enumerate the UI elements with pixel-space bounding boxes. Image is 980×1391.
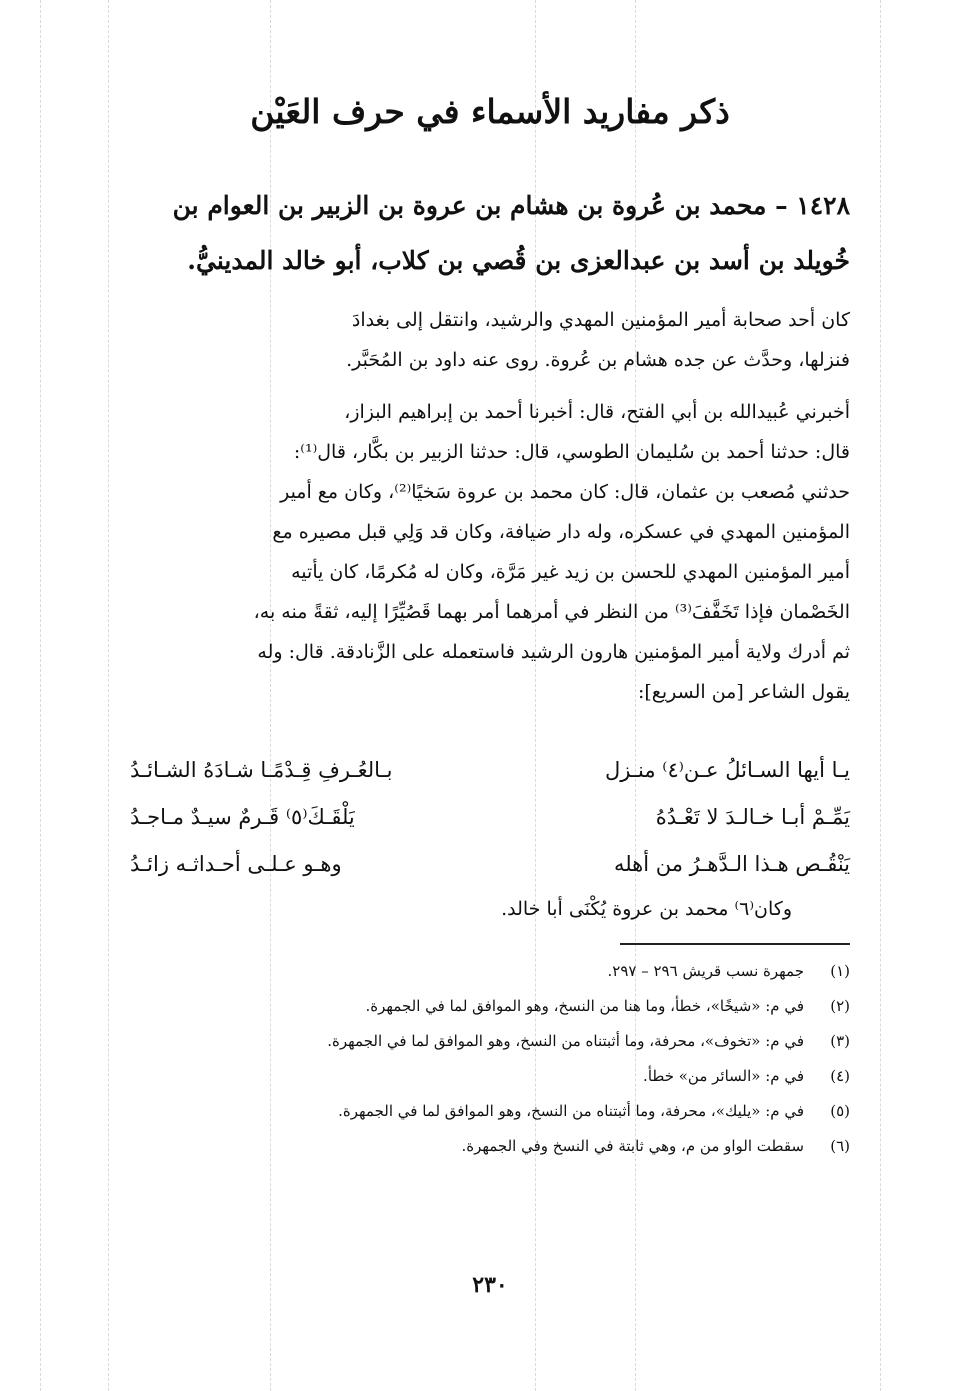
poem-verse xyxy=(130,805,850,849)
footnote xyxy=(130,962,850,997)
entry-heading-line: خُويلد بن أسد بن عبدالعزى بن قُصي بن كلاب، أبو خالد المدينيُّ. xyxy=(187,246,850,275)
page-number: ٢٣٠ xyxy=(472,1272,508,1298)
footnotes xyxy=(130,962,850,1172)
footnote-text: في م: «السائر من» خطأ. xyxy=(643,1067,804,1085)
verse-first-hemistich: يَنْقُـص هـذا الـدَّهـرُ من أهله xyxy=(613,852,850,876)
footnote-number: (٤) xyxy=(830,1067,850,1085)
footnote xyxy=(130,997,850,1032)
text-line: كان أحد صحابة أمير المؤمنين المهدي والرشيد، وانتقل إلى بغدادَ xyxy=(351,309,850,331)
closing-line: وكان⁽٦⁾ محمد بن عروة يُكْنَى أبا خالد. xyxy=(501,898,792,920)
text-line: قال: حدثنا أحمد بن سُليمان الطوسي، قال: حدثنا الزبير بن بكَّار، قال⁽¹⁾: xyxy=(293,441,850,463)
text-line: أمير المؤمنين المهدي للحسن بن زيد غير مَرَّة، وكان له مُكرمًا، كان يأتيه xyxy=(291,561,850,583)
text-line: ثم أدرك ولاية أمير المؤمنين هارون الرشيد فاستعمله على الزَّنادقة. قال: وله xyxy=(257,641,850,663)
scan-guide-line xyxy=(108,0,109,1391)
text-line: المؤمنين المهدي في عسكره، وله دار ضيافة، وكان قد وَلِي قبل مصيره مع xyxy=(272,521,850,543)
text-line: حدثني مُصعب بن عثمان، قال: كان محمد بن عروة سَخيًا⁽²⁾، وكان مع أمير xyxy=(280,481,850,503)
poem-verse xyxy=(130,758,850,802)
verse-first-hemistich: يَمِّـمْ أبـا خـالـدَ لا تَعْـدُهُ xyxy=(655,805,850,829)
footnote-number: (٦) xyxy=(830,1137,850,1155)
entry-heading-line: ١٤٢٨ – محمد بن عُروة بن هشام بن عروة بن الزبير بن العوام بن xyxy=(172,191,850,220)
footnote-divider xyxy=(620,943,850,945)
poem-verse xyxy=(130,852,850,896)
footnote-number: (٢) xyxy=(830,997,850,1015)
footnote-text: في م: «تخوف»، محرفة، وما أثبتناه من النسخ، وهو الموافق لما في الجمهرة. xyxy=(327,1032,804,1050)
footnote-number: (٥) xyxy=(830,1102,850,1120)
footnote-text: في م: «شيخًا»، خطأ، وما هنا من النسخ، وهو الموافق لما في الجمهرة. xyxy=(365,997,804,1015)
verse-first-hemistich: يـا أيها السـائلُ عـن⁽٤⁾ منـزل xyxy=(605,758,850,782)
footnote-text: جمهرة نسب قريش ٢٩٦ – ٢٩٧. xyxy=(607,962,804,980)
text-line: فنزلها، وحدَّث عن جده هشام بن عُروة. روى عنه داود بن المُحَبَّر. xyxy=(346,349,850,371)
footnote xyxy=(130,1137,850,1172)
footnote-number: (٣) xyxy=(830,1032,850,1050)
footnote-text: سقطت الواو من م، وهي ثابتة في النسخ وفي الجمهرة. xyxy=(461,1137,804,1155)
footnote xyxy=(130,1032,850,1067)
text-line: الخَصْمان فإذا تَخَفَّفَ⁽³⁾ من النظر في أمرهما أمر بهما قَصُيِّرًا إليه، ثقةً منه به، xyxy=(253,601,850,623)
entry-heading xyxy=(130,178,850,288)
footnote-text: في م: «يليك»، محرفة، وما أثبتناه من النسخ، وهو الموافق لما في الجمهرة. xyxy=(338,1102,804,1120)
text-line: أخبرني عُبيدالله بن أبي الفتح، قال: أخبرنا أحمد بن إبراهيم البزاز، xyxy=(344,401,850,423)
biography-paragraph xyxy=(130,300,850,380)
verse-second-hemistich: وهـو عـلـى أحـداثـه زائـدُ xyxy=(130,852,342,876)
narration-paragraph xyxy=(130,392,850,712)
verse-second-hemistich: يَلْقَـكَ⁽٥⁾ قَـرمٌ سيـدٌ مـاجـدُ xyxy=(130,805,355,829)
footnote xyxy=(130,1102,850,1137)
footnote-number: (١) xyxy=(830,962,850,980)
scan-guide-line xyxy=(880,0,881,1391)
text-line: يقول الشاعر [من السريع]: xyxy=(637,681,850,703)
scan-guide-line xyxy=(40,0,41,1391)
verse-second-hemistich: بـالعُـرفِ قِـدْمًـا شـادَهُ الشـائـدُ xyxy=(130,758,393,782)
page-title: ذكر مفاريد الأسماء في حرف العَيْن xyxy=(250,92,730,131)
footnote xyxy=(130,1067,850,1102)
